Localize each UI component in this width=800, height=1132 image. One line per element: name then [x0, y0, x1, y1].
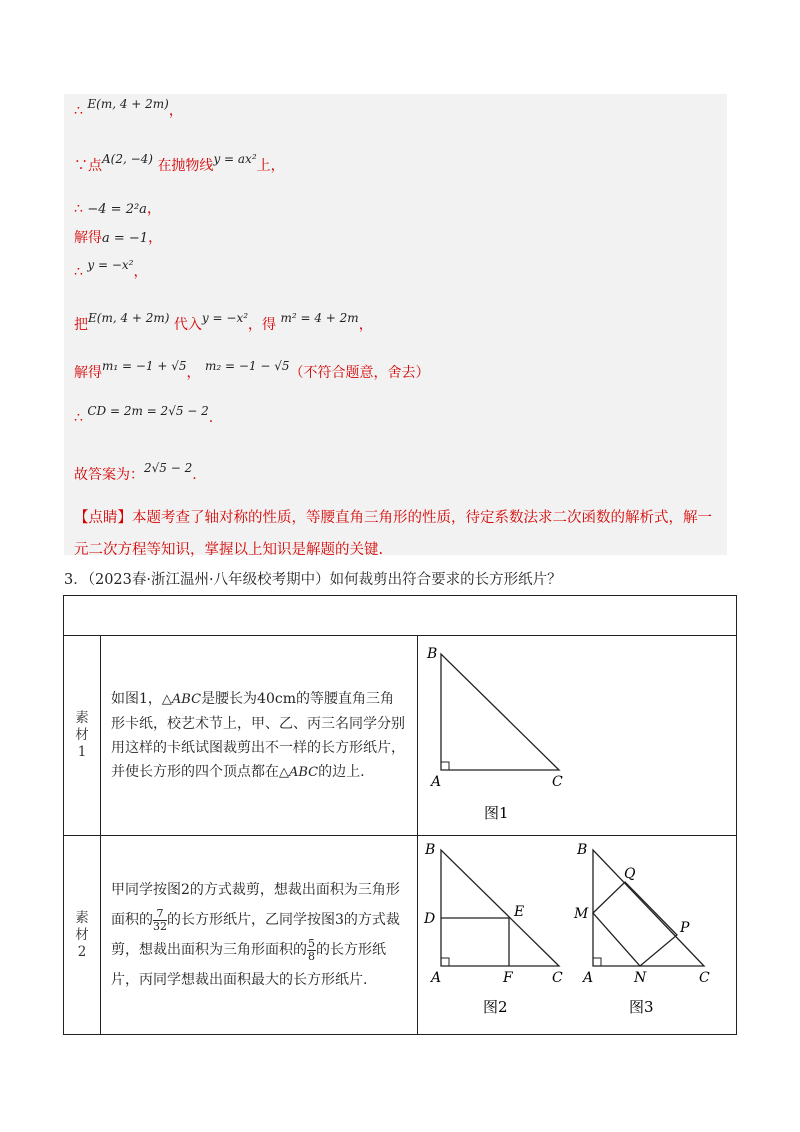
point-label-f: F	[503, 970, 513, 986]
punctuation: ，	[133, 264, 148, 280]
point-label-b: B	[425, 842, 436, 858]
point-label-a: A	[431, 970, 442, 986]
text-fragment: 把	[74, 317, 88, 333]
label-char: 素	[75, 909, 89, 926]
material-label	[64, 836, 101, 1035]
figure-caption: 图3	[629, 998, 654, 1016]
point-label-b: B	[577, 842, 588, 858]
therefore-symbol: ∴	[74, 103, 83, 119]
point-label-c: C	[552, 774, 563, 790]
punctuation: ，	[358, 317, 373, 333]
punctuation: ，	[168, 103, 183, 119]
therefore-symbol: ∴	[74, 410, 83, 426]
punctuation: ，	[148, 230, 163, 246]
therefore-symbol: ∴	[74, 201, 83, 217]
solution-line-4	[74, 227, 162, 247]
math-expression: m₂ = −1 − √5	[204, 359, 290, 373]
text-fragment: 解得	[74, 365, 102, 381]
math-expression: E(m, 4 + 2m)	[88, 311, 170, 325]
point-label-d: D	[424, 911, 436, 927]
solution-line-7	[74, 359, 430, 382]
right-angle-mark	[441, 958, 449, 966]
text-fragment: 是腰长为40cm的等腰直角三角形卡纸，校艺术节上，甲、乙、丙三名同学分别用这样的卡纸试图裁剪出不一样的长方形纸片，并使长方形的四个顶点都在	[111, 690, 405, 780]
fraction-5-8	[307, 938, 316, 963]
math-expression: E(m, 4 + 2m)	[87, 97, 169, 111]
solution-line-1	[74, 97, 183, 120]
triangle-symbol: △ABC	[161, 691, 202, 707]
math-expression: 2√5 − 2	[144, 461, 193, 475]
material-text	[101, 636, 418, 836]
figure-number: 3	[335, 912, 344, 928]
solution-line-8	[74, 404, 214, 426]
material-text	[101, 836, 418, 1035]
math-expression: y = −x²	[201, 311, 249, 325]
material-label	[64, 636, 101, 836]
punctuation: .	[192, 467, 197, 483]
numerator: 5	[308, 936, 315, 950]
label-char: 1	[77, 744, 87, 760]
triangle-fig3	[593, 850, 704, 966]
table-row	[64, 636, 737, 836]
math-expression: m² = 4 + 2m	[280, 311, 359, 325]
table-row	[64, 836, 737, 1035]
math-expression: −4 = 2²a	[87, 202, 147, 217]
text-fragment: 在抛物线	[157, 158, 214, 174]
text-fragment: 上，	[256, 158, 285, 174]
text-fragment: 故答案为：	[74, 467, 144, 483]
figure-2-3	[418, 836, 734, 1030]
text-fragment: ∵点	[74, 158, 102, 174]
math-expression: m₁ = −1 + √5	[102, 359, 187, 373]
point-label-e: E	[514, 904, 525, 920]
numerator: 7	[153, 908, 167, 921]
text-fragment: 的长方形纸片，乙同学按图	[167, 912, 335, 928]
solution-line-5	[74, 258, 148, 281]
figure-caption: 图1	[484, 804, 509, 822]
right-angle-mark	[593, 958, 601, 966]
text-fragment: 的方式裁剪，想裁出面积为三角形面积的	[111, 912, 400, 958]
text-fragment: 代入	[173, 317, 202, 333]
triangle-fig2	[441, 850, 559, 966]
materials-table	[63, 595, 737, 1035]
triangle-abc	[441, 654, 559, 770]
text-fragment: 的边上.	[318, 763, 365, 780]
text-fragment: 的长方形纸片，丙同学想裁出面积最大的长方形纸片.	[111, 942, 386, 988]
math-expression: a = −1	[102, 231, 149, 246]
punctuation: .	[208, 410, 214, 426]
figure-cell	[418, 636, 737, 836]
denominator: 32	[153, 919, 167, 933]
text-fragment: 如图1，	[111, 690, 162, 707]
solution-line-6	[74, 311, 373, 334]
text-fragment: （不符合题意，舍去）	[289, 365, 430, 381]
label-char: 素	[75, 710, 89, 726]
text-fragment: 甲同学按图2的方式裁剪，想裁出面积为三角形面积的	[111, 882, 400, 928]
question-title: 3．（2023春·浙江温州·八年级校考期中）如何裁剪出符合要求的长方形纸片？	[64, 572, 562, 588]
label-char: 材	[75, 926, 89, 943]
figure-caption: 图2	[483, 998, 508, 1016]
point-label-a: A	[431, 774, 442, 790]
point-label-q: Q	[624, 866, 636, 882]
point-label-p: P	[680, 920, 690, 936]
point-label-b: B	[427, 646, 438, 662]
point-label-c: C	[552, 970, 563, 986]
key-point-note: 【点睛】本题考查了轴对称的性质，等腰直角三角形的性质，待定系数法求二次函数的解析式，解一元二次方程等知识，掌握以上知识是解题的关键.	[74, 510, 712, 558]
solution-line-3	[74, 198, 161, 218]
figure-cell	[418, 836, 737, 1035]
punctuation: ，	[186, 365, 201, 381]
fraction-7-32	[153, 908, 167, 933]
math-expression: y = −x²	[87, 258, 134, 272]
math-expression: A(2, −4)	[102, 152, 153, 166]
therefore-symbol: ∴	[74, 264, 83, 280]
point-label-c: C	[699, 970, 710, 986]
punctuation: ，	[146, 201, 161, 217]
table-header-row	[64, 596, 737, 636]
math-expression: y = ax²	[213, 152, 257, 166]
label-char: 材	[75, 727, 89, 743]
solution-line-2	[74, 152, 285, 175]
text-fragment: 解得	[74, 230, 102, 246]
triangle-symbol: △ABC	[279, 764, 319, 780]
solution-line-9	[74, 461, 197, 484]
math-expression: CD = 2m = 2√5 − 2	[87, 404, 209, 418]
text-fragment: ，得	[248, 317, 277, 333]
label-char: 2	[77, 943, 87, 960]
right-angle-mark	[441, 762, 449, 770]
denominator: 8	[308, 949, 315, 963]
point-label-m: M	[574, 906, 589, 922]
point-label-n: N	[634, 970, 647, 986]
rectangle-adef	[441, 918, 509, 966]
figure-1	[418, 636, 734, 831]
point-label-a: A	[583, 970, 594, 986]
empty-header-cell	[64, 596, 737, 636]
